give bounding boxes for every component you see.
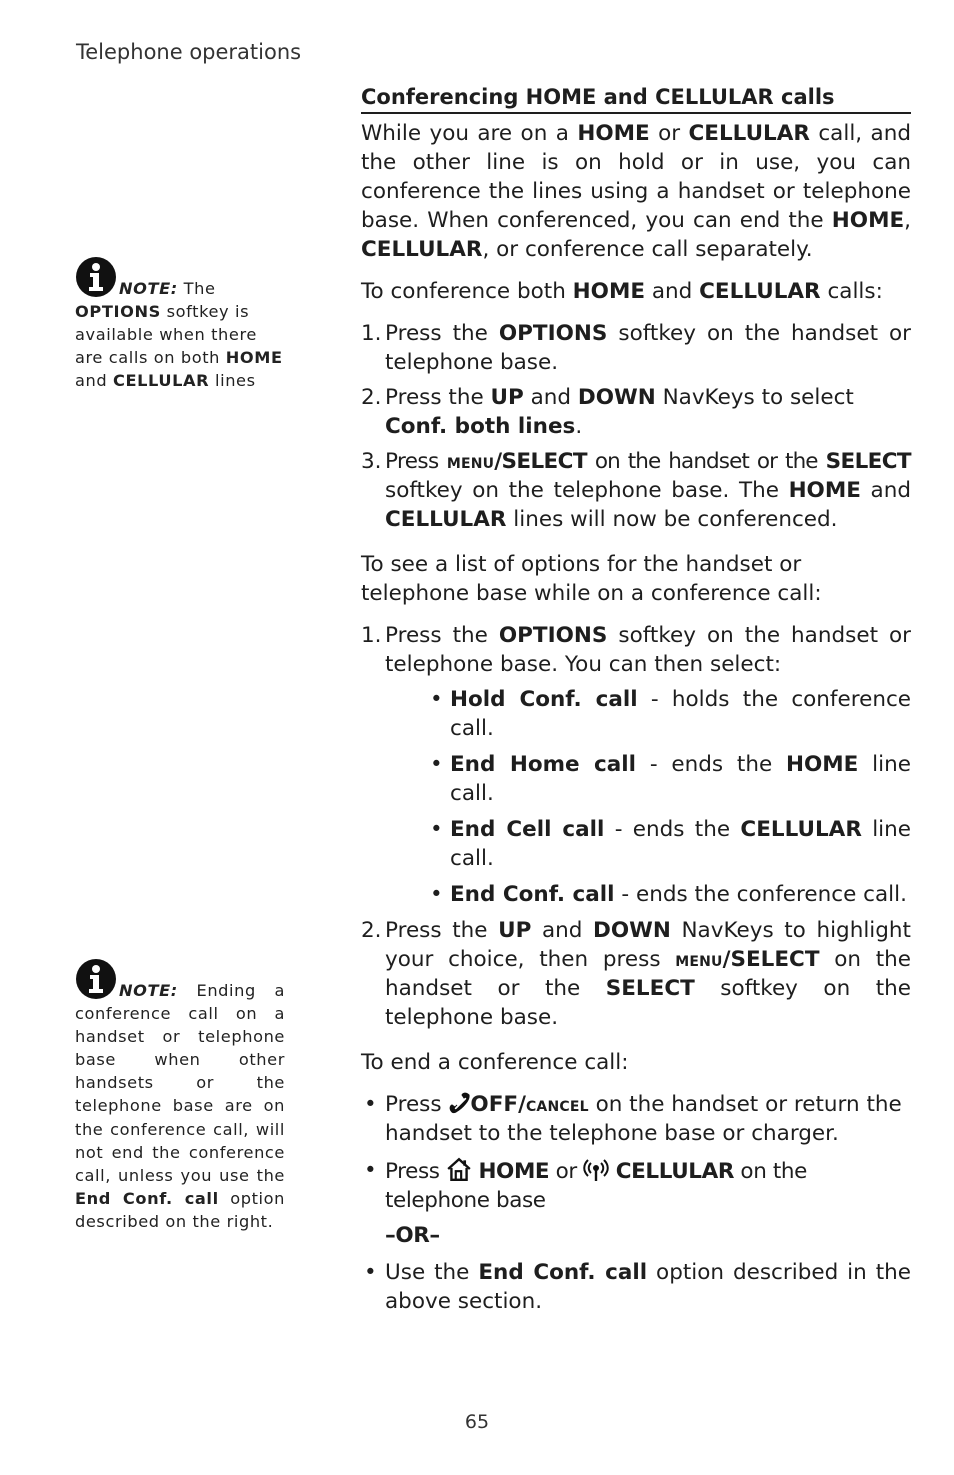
list-item: • Press OFF/cancel on the handset or return the handset to the telephone base or charger. <box>361 1090 911 1148</box>
options-bullets <box>385 685 911 909</box>
list-item: • End Cell call - ends the CELLULAR line call. <box>430 815 911 873</box>
list-item: • Hold Conf. call - holds the conference call. <box>430 685 911 743</box>
note-bold: End Conf. call <box>75 1188 219 1208</box>
page-header: Telephone operations <box>76 40 302 64</box>
list-item: 2. Press the UP and DOWN NavKeys to highlight your choice, then press menu/SELECT on the handset or the SELECT softkey on the telephone base. <box>361 918 912 1030</box>
note-text: and <box>75 371 113 391</box>
note-text: The <box>177 279 216 298</box>
info-icon <box>75 256 117 298</box>
note-text: lines <box>209 371 256 391</box>
intro-paragraph: While you are on a HOME or CELLULAR call, and the other line is on hold or in use, you can conference the lines using a handset or telephone base. When conferenced, you can end the HOME, CELLULAR, or conference call separately. <box>361 121 911 262</box>
info-icon <box>75 958 117 1000</box>
list-item: 2. Press the UP and DOWN NavKeys to select Conf. both lines. <box>361 385 854 439</box>
conf-both-intro: To conference both HOME and CELLULAR calls: <box>361 279 883 304</box>
note-label: NOTE: <box>119 981 178 1000</box>
note-text: Ending a conference call on a handset or telephone base when other handsets or the telephone base are on the conference call, will not end the conference call, unless you use the <box>75 981 285 1185</box>
main-content <box>361 84 911 1324</box>
note-bold: CELLULAR <box>113 371 210 391</box>
sidebar-note-ending <box>75 958 285 1233</box>
end-conf-intro: To end a conference call: <box>361 1050 629 1075</box>
list-item: 3. Press menu/SELECT on the handset or the SELECT softkey on the telephone base. The HOME and CELLULAR lines will now be conferenced. <box>361 449 911 532</box>
cellular-icon <box>583 1158 609 1182</box>
page-number: 65 <box>464 1411 490 1433</box>
options-steps <box>361 621 911 1032</box>
conf-both-steps <box>361 319 911 534</box>
note-bold: OPTIONS <box>75 302 161 322</box>
list-item: 1. Press the OPTIONS softkey on the handset or telephone base. You can then select: • Hold Conf. call - holds the conference call. • End Home call - ends the HOME line call. • End Cell call - ends the CELLULAR line call. • End Conf. call - ends the conference call. <box>361 621 911 909</box>
note-text: softkey is available when there are calls on both <box>75 302 257 368</box>
note-text: option described on the right. <box>75 1188 285 1231</box>
list-item: • Use the End Conf. call option described in the above section. <box>361 1258 911 1316</box>
sidebar-note-options <box>75 256 285 392</box>
or-divider: –OR– <box>385 1223 440 1248</box>
list-item: • Press HOME or CELLULAR on the telephone base –OR– <box>361 1156 911 1250</box>
section-title: Conferencing HOME and CELLULAR calls <box>361 84 911 114</box>
list-item: • End Conf. call - ends the conference call. <box>430 880 911 909</box>
phone-off-icon <box>448 1092 470 1114</box>
end-conf-list <box>361 1090 911 1316</box>
options-intro: To see a list of options for the handset or telephone base while on a conference call: <box>361 552 822 606</box>
list-item: 1. Press the OPTIONS softkey on the handset or telephone base. <box>361 321 911 375</box>
note-label: NOTE: <box>119 279 178 298</box>
home-icon <box>446 1156 472 1182</box>
note-bold: HOME <box>225 348 283 368</box>
list-item: • End Home call - ends the HOME line call. <box>430 750 911 808</box>
